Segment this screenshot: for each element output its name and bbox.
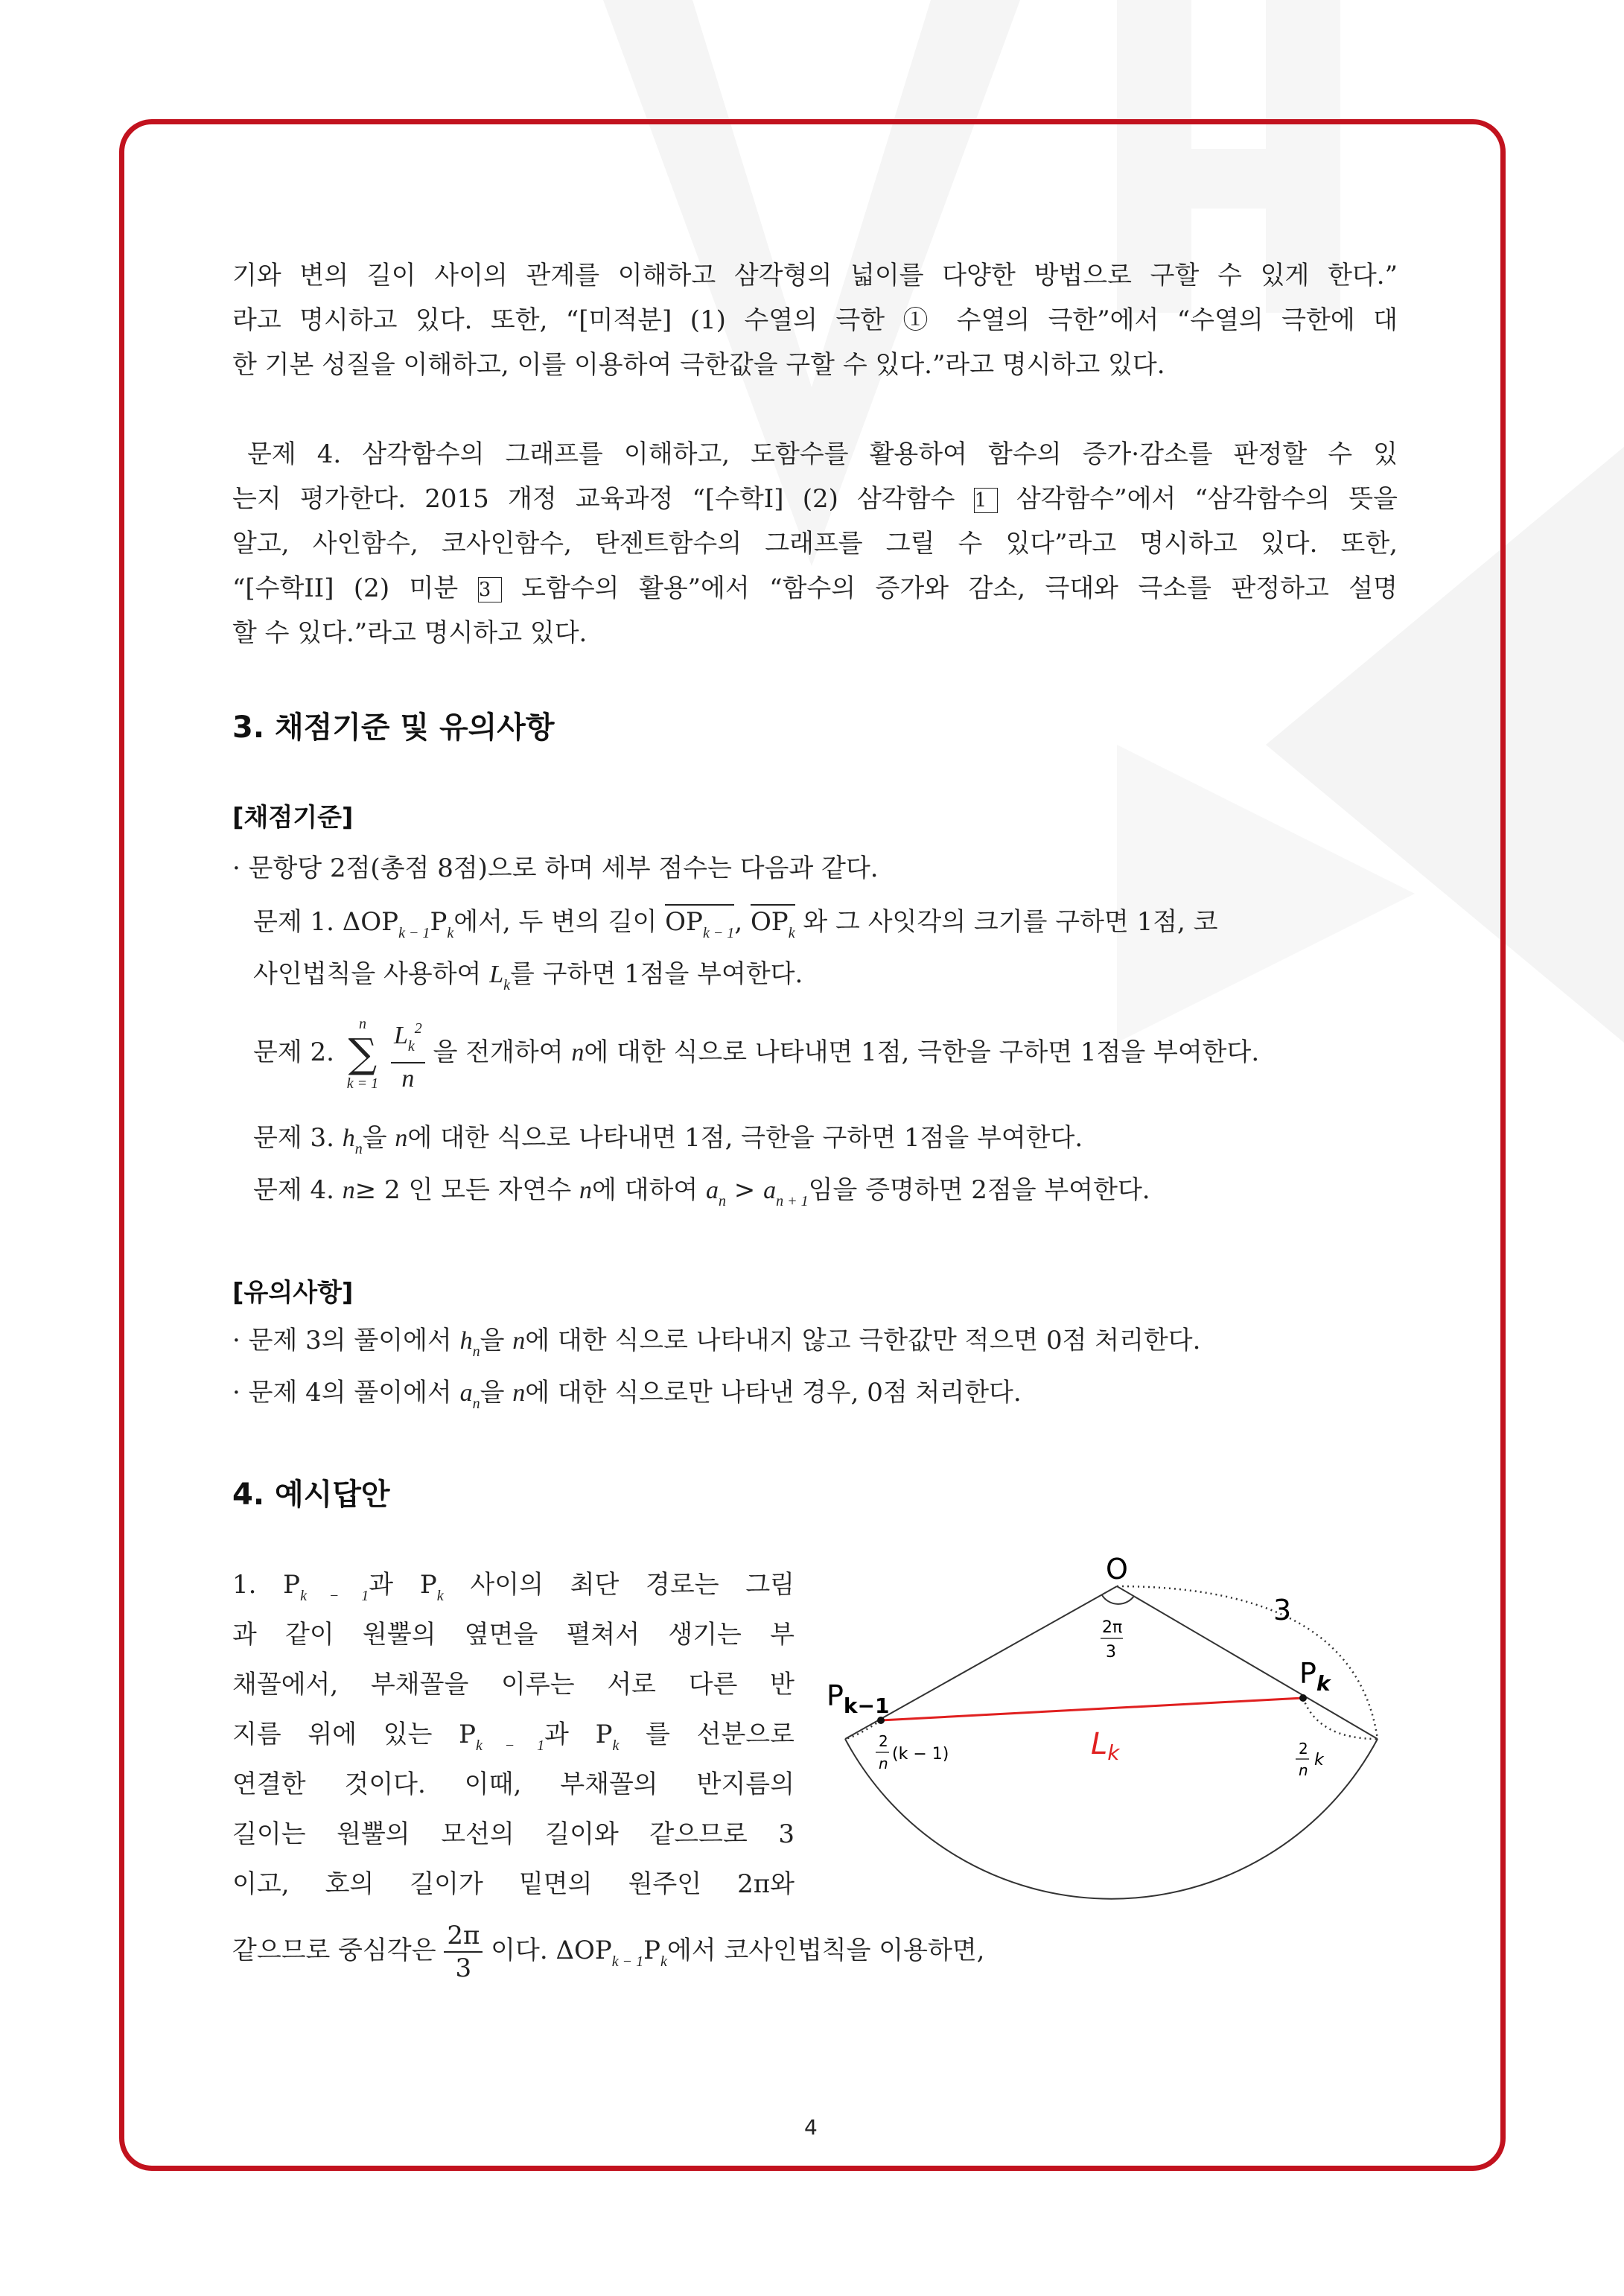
lk-segment bbox=[881, 1698, 1303, 1720]
answer-line: 이고, 호의 길이가 밑면의 원주인 2π와 bbox=[232, 1869, 795, 1899]
answer-line: 채꼴에서, 부채꼴을 이루는 서로 다른 반 bbox=[232, 1670, 795, 1699]
note-2: · 문제 4의 풀이에서 $a_n$을 n에 대한 식으로만 나타낸 경우, 0점 처리한다. bbox=[232, 1378, 1022, 1412]
paragraph-line: 라고 명시하고 있다. 또한, “[미적분] (1) 수열의 극한 ① 수열의 극한”에서 “수열의 극한에 대 bbox=[232, 305, 1398, 335]
right-arc-num: 2 bbox=[1299, 1740, 1308, 1758]
radius-label: 3 bbox=[1273, 1594, 1292, 1626]
answer-line: 연결한 것이다. 이때, 부채꼴의 반지름의 bbox=[232, 1769, 795, 1799]
right-arc-tail: k bbox=[1314, 1751, 1324, 1769]
number-box: 3 bbox=[478, 577, 502, 602]
paragraph-line: “[수학II] (2) 미분 3 도함수의 활용”에서 “함수의 증가와 감소, 극대와 극소를 판정하고 설명 bbox=[232, 573, 1398, 603]
section-title: 4. 예시답안 bbox=[232, 1478, 390, 1512]
criteria-heading: [채점기준] bbox=[232, 803, 354, 833]
paragraph-line: 알고, 사인함수, 코사인함수, 탄젠트함수의 그래프를 그릴 수 있다”라고 명시하고 있다. 또한, bbox=[232, 529, 1398, 559]
paragraph-line: 는지 평가한다. 2015 개정 교육과정 “[수학I] (2) 삼각함수 1 삼각함수”에서 “삼각함수의 뜻을 bbox=[232, 484, 1398, 514]
criteria-q4: 문제 4. n≥ 2 인 모든 자연수 n에 대하여 $a_n > a_{n + 1}$임을 증명하면 2점을 부여한다. bbox=[253, 1175, 1150, 1209]
answer-line: 지름 위에 있는 $P_{k - 1}$과 $P_k$ 를 선분으로 bbox=[232, 1720, 795, 1754]
paragraph-line: 한 기본 성질을 이해하고, 이를 이용하여 극한값을 구할 수 있다.”라고 명시하고 있다. bbox=[232, 350, 1165, 380]
right-arc-den: n bbox=[1299, 1761, 1308, 1779]
pk-point bbox=[1299, 1694, 1307, 1702]
answer-line-last: 같으므로 중심각은 $\frac{2\pi}{3}$ 이다. $\Delta OP_{k - 1}P_k$에서 코사인법칙을 이용하면, bbox=[232, 1921, 985, 1983]
paragraph-line: 할 수 있다.”라고 명시하고 있다. bbox=[232, 618, 587, 648]
left-arc-tail: (k − 1) bbox=[892, 1745, 949, 1764]
note-1: · 문제 3의 풀이에서 $h_n$을 n에 대한 식으로 나타내지 않고 극한값만 적으면 0점 처리한다. bbox=[232, 1326, 1201, 1360]
pk-minus-1-label: $P_{k-1}$ bbox=[827, 1679, 890, 1718]
left-arc-den: n bbox=[879, 1755, 888, 1772]
notes-heading: [유의사항] bbox=[232, 1278, 354, 1308]
criteria-q1-line2: 사인법칙을 사용하여 $L_k$를 구하면 1점을 부여한다. bbox=[253, 959, 803, 993]
number-box: 1 bbox=[974, 488, 998, 513]
paragraph-line: 기와 변의 길이 사이의 관계를 이해하고 삼각형의 넓이를 다양한 방법으로 구할 수 있게 한다.” bbox=[232, 261, 1398, 290]
o-label: O bbox=[1106, 1553, 1128, 1586]
section-title: 3. 채점기준 및 유의사항 bbox=[232, 710, 555, 745]
criteria-q2: 문제 2. n ∑ k = 1 $\frac{L_k^2}{n}$ 을 전개하여 n에 대한 식으로 나타내면 1점, 극한을 구하면 1점을 부여한다. bbox=[253, 1013, 1259, 1095]
angle-num: 2π bbox=[1102, 1618, 1123, 1637]
sector-figure bbox=[804, 1542, 1400, 1914]
paragraph-line: 문제 4. 삼각함수의 그래프를 이해하고, 도함수를 활용하여 함수의 증가·감소를 판정할 수 있 bbox=[247, 439, 1398, 469]
answer-line: 1. $P_{k - 1}$과 $P_k$ 사이의 최단 경로는 그림 bbox=[232, 1570, 795, 1604]
lk-label: $L_k$ bbox=[1091, 1727, 1120, 1765]
criteria-q3: 문제 3. $h_n$을 n에 대한 식으로 나타내면 1점, 극한을 구하면 1점을 부여한다. bbox=[253, 1123, 1083, 1157]
answer-line: 과 같이 원뿔의 옆면을 펼쳐서 생기는 부 bbox=[232, 1620, 795, 1650]
criteria-intro: · 문항당 2점(총점 8점)으로 하며 세부 점수는 다음과 같다. bbox=[232, 853, 879, 883]
radius-right bbox=[1117, 1586, 1378, 1739]
answer-line: 길이는 원뿔의 모선의 길이와 같으므로 3 bbox=[232, 1819, 795, 1849]
criteria-q1: 문제 1. $\Delta OP_{k - 1}P_k$에서, 두 변의 길이 $OP_{k - 1}$, $OP_k$ 와 그 사잇각의 크기를 구하면 1점, 코 bbox=[253, 901, 1218, 942]
angle-den: 3 bbox=[1106, 1643, 1116, 1661]
left-arc-num: 2 bbox=[879, 1732, 888, 1750]
angle-mark bbox=[1102, 1595, 1134, 1604]
page-number: 4 bbox=[804, 2115, 818, 2140]
pk-label: $P_k$ bbox=[1299, 1657, 1331, 1696]
